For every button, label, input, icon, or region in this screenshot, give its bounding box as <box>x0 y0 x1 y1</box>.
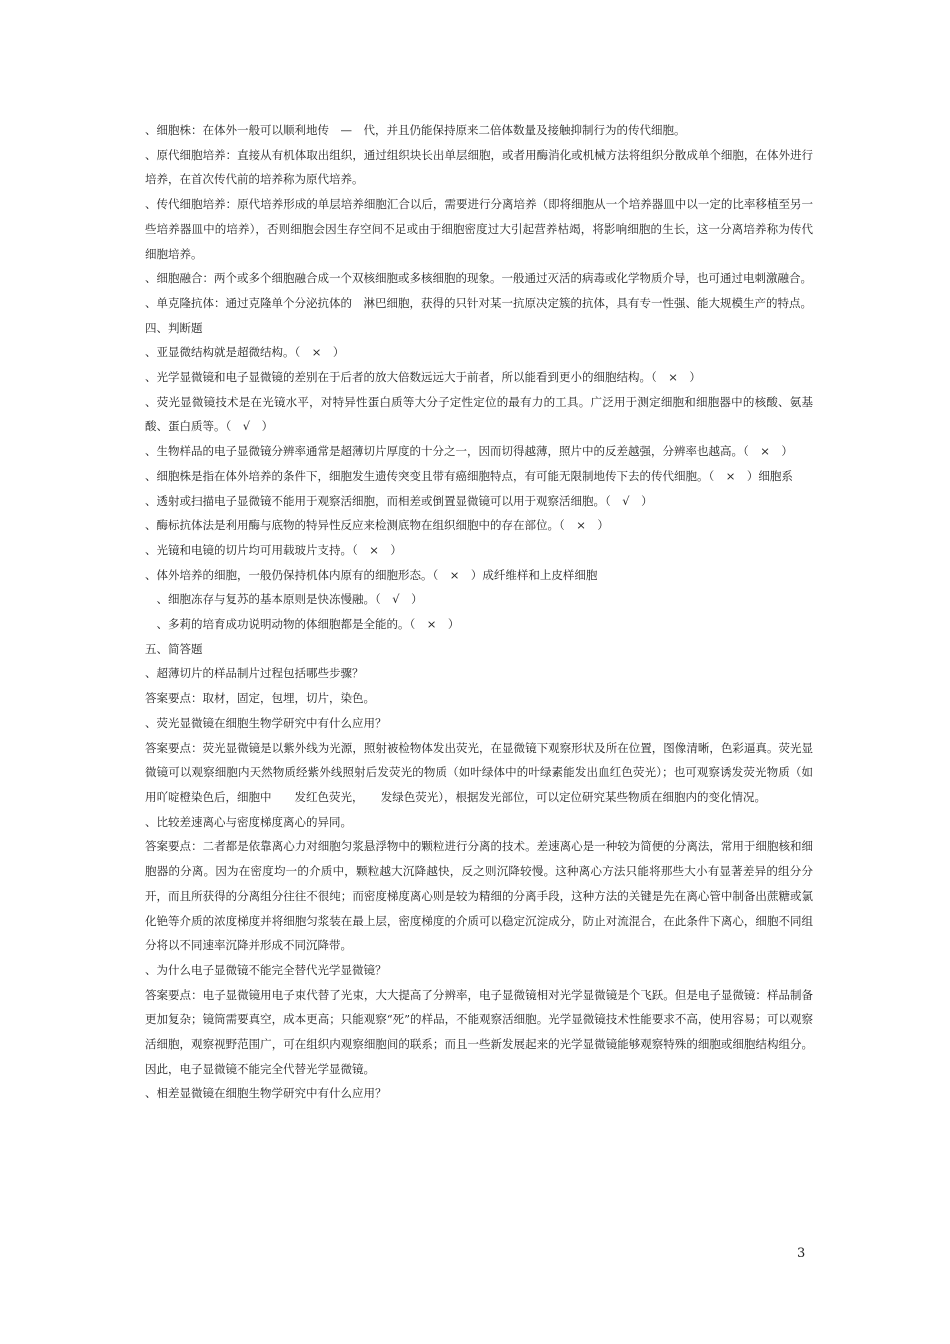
definition-monoclonal-antibody: 、单克隆抗体：通过克隆单个分泌抗体的 淋巴细胞，获得的只针对某一抗原决定簇的抗体，具有专一性强、能大规模生产的特点。 <box>145 295 812 310</box>
judgement-item: 、亚显微结构就是超微结构。（ × ） <box>145 345 345 360</box>
judgement-item: 、荧光显微镜技术是在光镜水平，对特异性蛋白质等大分子定性定位的最有力的工具。广泛用于测定细胞和细胞器中的核酸、氨基酸、蛋白质等。（ √ ） <box>145 394 813 434</box>
question: 、荧光显微镜在细胞生物学研究中有什么应用？ <box>145 715 387 730</box>
section-heading-true-false: 四、判断题 <box>145 320 203 335</box>
question: 、超薄切片的样品制片过程包括哪些步骤？ <box>145 666 364 681</box>
definition-cell-fusion: 、细胞融合：两个或多个细胞融合成一个双核细胞或多核细胞的现象。一般通过灭活的病毒或化学物质介导，也可通过电刺激融合。 <box>145 271 812 286</box>
judgement-item: 、细胞株是指在体外培养的条件下，细胞发生遗传突变且带有癌细胞特点，有可能无限制地传下去的传代细胞。（ × ）细胞系 <box>145 468 793 483</box>
answer: 答案要点：电子显微镜用电子束代替了光束，大大提高了分辨率，电子显微镜相对光学显微镜是个飞跃。但是电子显微镜：样品制备更加复杂；镜筒需要真空，成本更高；只能观察“死”的样品，不能观察活细胞。光学显微镜技术性能要求不高，使用容易；可以观察活细胞，观察视野范围广，可在组织内观察细胞间的联系；而且一些新发展起来的光学显微镜能够观察特殊的细胞或细胞结构组分。因此，电子显微镜不能完全代替光学显微镜。 <box>145 987 813 1076</box>
answer: 答案要点：取材，固定，包埋，切片，染色。 <box>145 691 375 706</box>
judgement-item: 、光镜和电镜的切片均可用载玻片支持。（ × ） <box>145 542 402 557</box>
judgement-item: 、多莉的培育成功说明动物的体细胞都是全能的。（ × ） <box>145 617 460 632</box>
page-number: 3 <box>797 1246 806 1261</box>
answer: 答案要点：二者都是依靠离心力对细胞匀浆悬浮物中的颗粒进行分离的技术。差速离心是一种较为简便的分离法，常用于细胞核和细胞器的分离。因为在密度均一的介质中，颗粒越大沉降越快，反之则沉降较慢。这种离心方法只能将那些大小有显著差异的组分分开，而且所获得的分离组分往往不很纯；而密度梯度离心则是较为精细的分离手段，这种方法的关键是先在离心管中制备出蔗糖或氯化铯等介质的浓度梯度并将细胞匀浆装在最上层，密度梯度的介质可以稳定沉淀成分，防止对流混合，在此条件下离心，细胞不同组分将以不同速率沉降并形成不同沉降带。 <box>145 839 813 953</box>
question: 、为什么电子显微镜不能完全替代光学显微镜？ <box>145 962 387 977</box>
judgement-item: 、酶标抗体法是利用酶与底物的特异性反应来检测底物在组织细胞中的存在部位。（ × ） <box>145 518 609 533</box>
question: 、比较差速离心与密度梯度离心的异同。 <box>145 814 352 829</box>
definition-primary-culture: 、原代细胞培养：直接从有机体取出组织，通过组织块长出单层细胞，或者用酶消化或机械方法将组织分散成单个细胞，在体外进行培养，在首次传代前的培养称为原代培养。 <box>145 147 813 187</box>
judgement-item: 、透射或扫描电子显微镜不能用于观察活细胞，而相差或倒置显微镜可以用于观察活细胞。（ √ ） <box>145 493 653 508</box>
definition-subculture: 、传代细胞培养：原代培养形成的单层培养细胞汇合以后，需要进行分离培养（即将细胞从一个培养器皿中以一定的比率移植至另一些培养器皿中的培养），否则细胞会因生存空间不足或由于细胞密度过大引起营养枯竭，将影响细胞的生长，这一分离培养称为传代细胞培养。 <box>145 197 813 261</box>
judgement-item: 、光学显微镜和电子显微镜的差别在于后者的放大倍数远远大于前者，所以能看到更小的细胞结构。（ × ） <box>145 370 701 385</box>
section-heading-short-answer: 五、简答题 <box>145 641 203 656</box>
judgement-item: 、体外培养的细胞，一般仍保持机体内原有的细胞形态。（ × ）成纤维样和上皮样细胞 <box>145 567 598 582</box>
question: 、相差显微镜在细胞生物学研究中有什么应用？ <box>145 1086 387 1101</box>
document-body <box>145 118 813 1106</box>
answer: 答案要点：荧光显微镜是以紫外线为光源，照射被检物体发出荧光，在显微镜下观察形状及所在位置，图像清晰，色彩逼真。荧光显微镜可以观察细胞内天然物质经紫外线照射后发荧光的物质（如叶绿体中的叶绿素能发出血红色荧光）；也可观察诱发荧光物质（如用吖啶橙染色后，细胞中 发红色荧光， 发绿色荧光），根据发光部位，可以定位研究某些物质在细胞内的变化情况。 <box>145 740 813 804</box>
definition-cell-strain: 、细胞株：在体外一般可以顺利地传 — 代，并且仍能保持原来二倍体数量及接触抑制行为的传代细胞。 <box>145 123 686 137</box>
judgement-item: 、生物样品的电子显微镜分辨率通常是超薄切片厚度的十分之一，因而切得越薄，照片中的反差越强，分辨率也越高。（ × ） <box>145 444 793 459</box>
judgement-item: 、细胞冻存与复苏的基本原则是快冻慢融。（ √ ） <box>145 592 423 607</box>
